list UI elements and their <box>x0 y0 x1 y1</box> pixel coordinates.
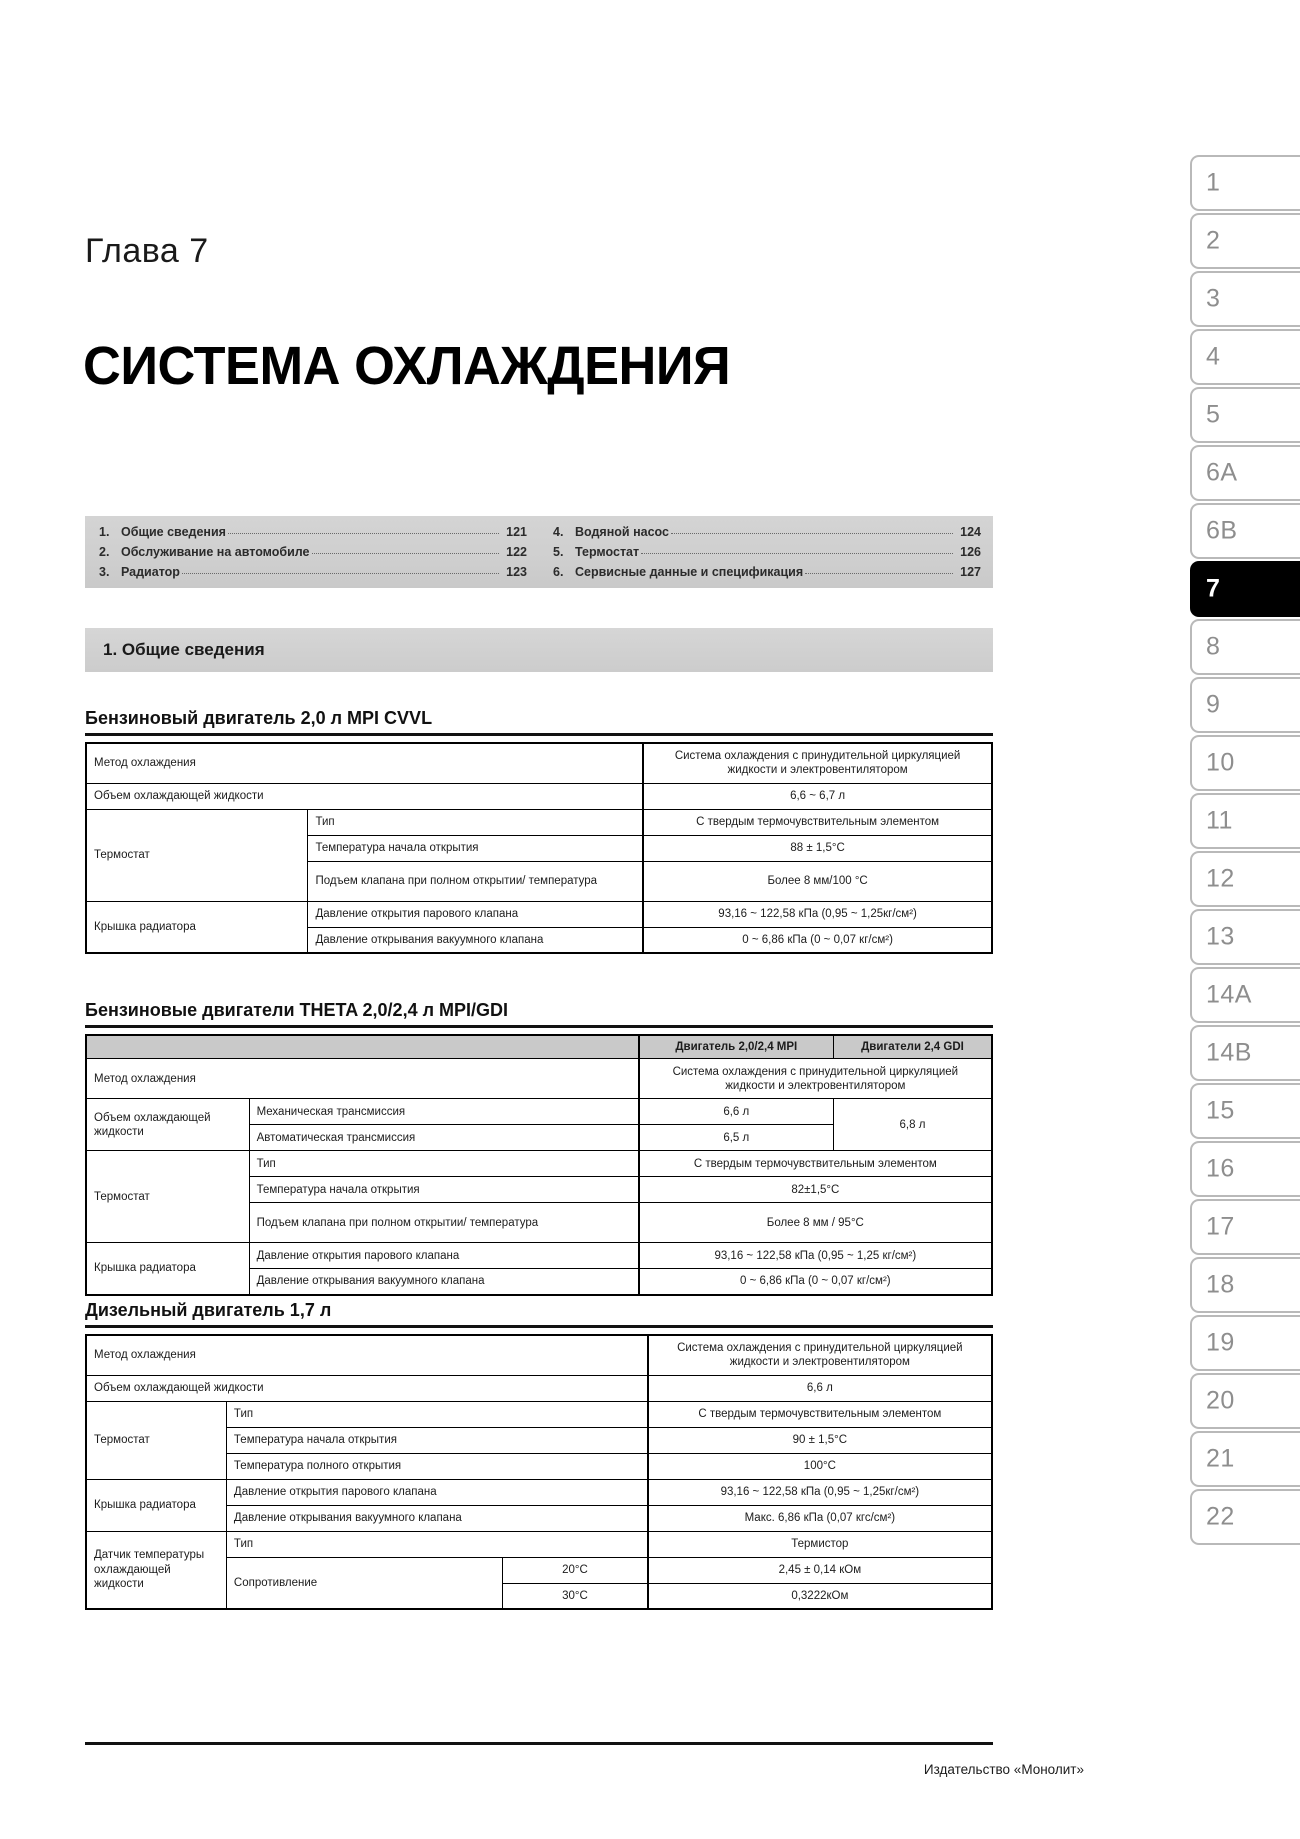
toc-entry-number: 6. <box>553 565 564 579</box>
chapter-tab-9[interactable] <box>1190 677 1300 733</box>
row-subsublabel: 30°C <box>503 1583 648 1609</box>
toc-entry-label: Термостат <box>575 545 640 559</box>
toc-entry-number: 1. <box>99 525 110 539</box>
spec-table <box>85 1334 993 1610</box>
row-label: Объем охлаждающей жидкости <box>86 1375 648 1401</box>
chapter-tab-label: 14A <box>1206 980 1252 1009</box>
row-sublabel: Температура полного открытия <box>226 1453 647 1479</box>
chapter-tab-12[interactable] <box>1190 851 1300 907</box>
row-value: 6,6 ~ 6,7 л <box>643 783 992 809</box>
toc-entry-page: 127 <box>960 565 981 579</box>
toc-entry-label: Общие сведения <box>121 525 226 539</box>
chapter-tab-label: 5 <box>1206 400 1221 429</box>
toc-entry-label: Обслуживание на автомобиле <box>121 545 310 559</box>
row-value: 0,3222кОм <box>648 1583 992 1609</box>
chapter-tab-label: 15 <box>1206 1096 1235 1125</box>
row-value: Система охлаждения с принудительной циркуляцией жидкости и электровентилятором <box>639 1059 992 1099</box>
toc-entry[interactable] <box>553 542 981 562</box>
toc-leader-dots <box>671 524 953 534</box>
row-sublabel: Давление открытия парового клапана <box>226 1479 647 1505</box>
toc-entry[interactable] <box>99 542 527 562</box>
chapter-label: Глава 7 <box>85 232 209 270</box>
spec-table-heading: Бензиновые двигатели THETA 2,0/2,4 л MPI/GDI <box>85 1000 993 1028</box>
row-value: С твердым термочувствительным элементом <box>648 1401 992 1427</box>
row-label: Метод охлаждения <box>86 1335 648 1375</box>
table-row <box>86 1243 992 1269</box>
chapter-tab-14a[interactable] <box>1190 967 1300 1023</box>
chapter-tab-label: 13 <box>1206 922 1235 951</box>
row-value: 93,16 ~ 122,58 кПа (0,95 ~ 1,25кг/см²) <box>643 901 992 927</box>
row-sublabel: Давление открывания вакуумного клапана <box>308 927 643 953</box>
row-value: 2,45 ± 0,14 кОм <box>648 1557 992 1583</box>
table-row <box>86 743 992 783</box>
row-value: С твердым термочувствительным элементом <box>643 809 992 835</box>
row-sublabel: Подъем клапана при полном открытии/ температура <box>249 1203 639 1243</box>
chapter-tab-label: 2 <box>1206 226 1221 255</box>
chapter-tab-1[interactable] <box>1190 155 1300 211</box>
row-label: Термостат <box>86 809 308 901</box>
row-value: 6,5 л <box>639 1125 834 1151</box>
chapter-tab-3[interactable] <box>1190 271 1300 327</box>
row-value: Более 8 мм/100 °С <box>643 861 992 901</box>
toc-entry-page: 124 <box>960 525 981 539</box>
toc-column-left <box>85 520 539 588</box>
chapter-tab-17[interactable] <box>1190 1199 1300 1255</box>
row-value: 0 ~ 6,86 кПа (0 ~ 0,07 кг/см²) <box>639 1269 992 1295</box>
chapter-tab-label: 17 <box>1206 1212 1235 1241</box>
toc-leader-dots <box>805 564 953 574</box>
table-row <box>86 1059 992 1099</box>
toc-entry-number: 2. <box>99 545 110 559</box>
row-sublabel: Давление открывания вакуумного клапана <box>249 1269 639 1295</box>
chapter-tab-11[interactable] <box>1190 793 1300 849</box>
chapter-tab-label: 4 <box>1206 342 1221 371</box>
chapter-tab-label: 3 <box>1206 284 1221 313</box>
toc-entry-label: Сервисные данные и спецификация <box>575 565 804 579</box>
toc-column-right <box>539 520 993 588</box>
chapter-tab-label: 6A <box>1206 458 1238 487</box>
row-sublabel: Механическая трансмиссия <box>249 1099 639 1125</box>
chapter-tab-label: 7 <box>1206 574 1221 603</box>
chapter-tab-5[interactable] <box>1190 387 1300 443</box>
table-header-cell: Двигатель 2,0/2,4 MPI <box>639 1035 834 1059</box>
chapter-tab-label: 19 <box>1206 1328 1235 1357</box>
toc-entry-page: 123 <box>506 565 527 579</box>
chapter-tab-15[interactable] <box>1190 1083 1300 1139</box>
table-row <box>86 1335 992 1375</box>
table-row <box>86 1375 992 1401</box>
table-header-cell: Двигатели 2,4 GDI <box>833 1035 992 1059</box>
chapter-tab-index <box>1190 155 1300 1547</box>
chapter-tab-label: 18 <box>1206 1270 1235 1299</box>
spec-table-heading: Бензиновый двигатель 2,0 л MPI CVVL <box>85 708 993 736</box>
spec-table-heading: Дизельный двигатель 1,7 л <box>85 1300 993 1328</box>
toc-entry-page: 126 <box>960 545 981 559</box>
chapter-tab-label: 16 <box>1206 1154 1235 1183</box>
table-header-cell <box>86 1035 639 1059</box>
row-label: Объем охлаждающей жидкости <box>86 783 643 809</box>
row-sublabel: Автоматическая трансмиссия <box>249 1125 639 1151</box>
table-header-row <box>86 1035 992 1059</box>
row-value: Макс. 6,86 кПа (0,07 кгс/см²) <box>648 1505 992 1531</box>
toc-entry-label: Водяной насос <box>575 525 669 539</box>
table-row <box>86 809 992 835</box>
chapter-tab-label: 21 <box>1206 1444 1235 1473</box>
row-value: Система охлаждения с принудительной циркуляцией жидкости и электровентилятором <box>648 1335 992 1375</box>
toc-entry[interactable] <box>99 522 527 542</box>
chapter-tab-16[interactable] <box>1190 1141 1300 1197</box>
row-value: 100°C <box>648 1453 992 1479</box>
row-value: Более 8 мм / 95°С <box>639 1203 992 1243</box>
row-sublabel: Сопротивление <box>226 1557 502 1609</box>
toc-entry-number: 3. <box>99 565 110 579</box>
row-label: Термостат <box>86 1401 226 1479</box>
row-value: Термистор <box>648 1531 992 1557</box>
toc-entry[interactable] <box>553 522 981 542</box>
row-label: Метод охлаждения <box>86 743 643 783</box>
toc-entry[interactable] <box>99 562 527 582</box>
row-label: Датчик температуры охлаждающей жидкости <box>86 1531 226 1609</box>
row-value: 6,6 л <box>648 1375 992 1401</box>
chapter-tab-6a[interactable] <box>1190 445 1300 501</box>
row-sublabel: Давление открытия парового клапана <box>308 901 643 927</box>
row-value: 82±1,5°C <box>639 1177 992 1203</box>
chapter-tab-20[interactable] <box>1190 1373 1300 1429</box>
toc-entry-page: 121 <box>506 525 527 539</box>
row-value: 88 ± 1,5°C <box>643 835 992 861</box>
row-label: Объем охлаждающей жидкости <box>86 1099 249 1151</box>
spec-table <box>85 1034 993 1296</box>
chapter-tab-10[interactable] <box>1190 735 1300 791</box>
row-subsublabel: 20°C <box>503 1557 648 1583</box>
chapter-tab-18[interactable] <box>1190 1257 1300 1313</box>
chapter-tab-label: 6B <box>1206 516 1238 545</box>
chapter-tab-8[interactable] <box>1190 619 1300 675</box>
row-label: Метод охлаждения <box>86 1059 639 1099</box>
row-sublabel: Подъем клапана при полном открытии/ температура <box>308 861 643 901</box>
chapter-tab-4[interactable] <box>1190 329 1300 385</box>
table-row <box>86 1099 992 1125</box>
row-sublabel: Тип <box>226 1531 647 1557</box>
row-value: 0 ~ 6,86 кПа (0 ~ 0,07 кг/см²) <box>643 927 992 953</box>
row-sublabel: Давление открытия парового клапана <box>249 1243 639 1269</box>
chapter-tab-label: 12 <box>1206 864 1235 893</box>
row-value: 90 ± 1,5°C <box>648 1427 992 1453</box>
spec-table <box>85 742 993 954</box>
chapter-tab-label: 20 <box>1206 1386 1235 1415</box>
toc-entry[interactable] <box>553 562 981 582</box>
chapter-tab-19[interactable] <box>1190 1315 1300 1371</box>
toc-entry-label: Радиатор <box>121 565 180 579</box>
table-row <box>86 1479 992 1505</box>
footer-publisher: Издательство «Монолит» <box>923 1762 1084 1777</box>
chapter-tab-14b[interactable] <box>1190 1025 1300 1081</box>
chapter-tab-label: 1 <box>1206 168 1221 197</box>
chapter-tab-21[interactable] <box>1190 1431 1300 1487</box>
row-value-secondary: 6,8 л <box>833 1099 992 1151</box>
row-sublabel: Тип <box>226 1401 647 1427</box>
toc-leader-dots <box>312 544 499 554</box>
section-header <box>85 628 993 672</box>
table-of-contents <box>85 516 993 588</box>
chapter-tab-2[interactable] <box>1190 213 1300 269</box>
chapter-tab-label: 11 <box>1206 806 1233 835</box>
chapter-tab-label: 14B <box>1206 1038 1252 1067</box>
row-sublabel: Температура начала открытия <box>308 835 643 861</box>
toc-entry-number: 4. <box>553 525 564 539</box>
row-sublabel: Температура начала открытия <box>249 1177 639 1203</box>
chapter-tab-13[interactable] <box>1190 909 1300 965</box>
chapter-tab-label: 9 <box>1206 690 1221 719</box>
toc-entry-number: 5. <box>553 545 564 559</box>
row-value: 6,6 л <box>639 1099 834 1125</box>
toc-leader-dots <box>228 524 499 534</box>
table-row <box>86 1151 992 1177</box>
chapter-tab-label: 8 <box>1206 632 1221 661</box>
chapter-tab-label: 22 <box>1206 1502 1235 1531</box>
chapter-tab-label: 10 <box>1206 748 1235 777</box>
row-label: Крышка радиатора <box>86 1243 249 1295</box>
toc-leader-dots <box>182 564 499 574</box>
row-label: Термостат <box>86 1151 249 1243</box>
row-label: Крышка радиатора <box>86 901 308 953</box>
toc-entry-page: 122 <box>506 545 527 559</box>
row-value: 93,16 ~ 122,58 кПа (0,95 ~ 1,25кг/см²) <box>648 1479 992 1505</box>
row-sublabel: Температура начала открытия <box>226 1427 647 1453</box>
chapter-tab-22[interactable] <box>1190 1489 1300 1545</box>
chapter-tab-6b[interactable] <box>1190 503 1300 559</box>
table-row <box>86 1401 992 1427</box>
row-sublabel: Тип <box>249 1151 639 1177</box>
section-header-label: 1. Общие сведения <box>103 640 265 659</box>
table-row <box>86 783 992 809</box>
page-title: СИСТЕМА ОХЛАЖДЕНИЯ <box>83 336 731 396</box>
footer-divider <box>85 1742 993 1745</box>
row-sublabel: Тип <box>308 809 643 835</box>
toc-leader-dots <box>641 544 953 554</box>
row-sublabel: Давление открывания вакуумного клапана <box>226 1505 647 1531</box>
row-label: Крышка радиатора <box>86 1479 226 1531</box>
row-value: 93,16 ~ 122,58 кПа (0,95 ~ 1,25 кг/см²) <box>639 1243 992 1269</box>
row-value: Система охлаждения с принудительной циркуляцией жидкости и электровентилятором <box>643 743 992 783</box>
table-row <box>86 901 992 927</box>
chapter-tab-7[interactable] <box>1190 561 1300 617</box>
row-value: С твердым термочувствительным элементом <box>639 1151 992 1177</box>
table-row <box>86 1531 992 1557</box>
